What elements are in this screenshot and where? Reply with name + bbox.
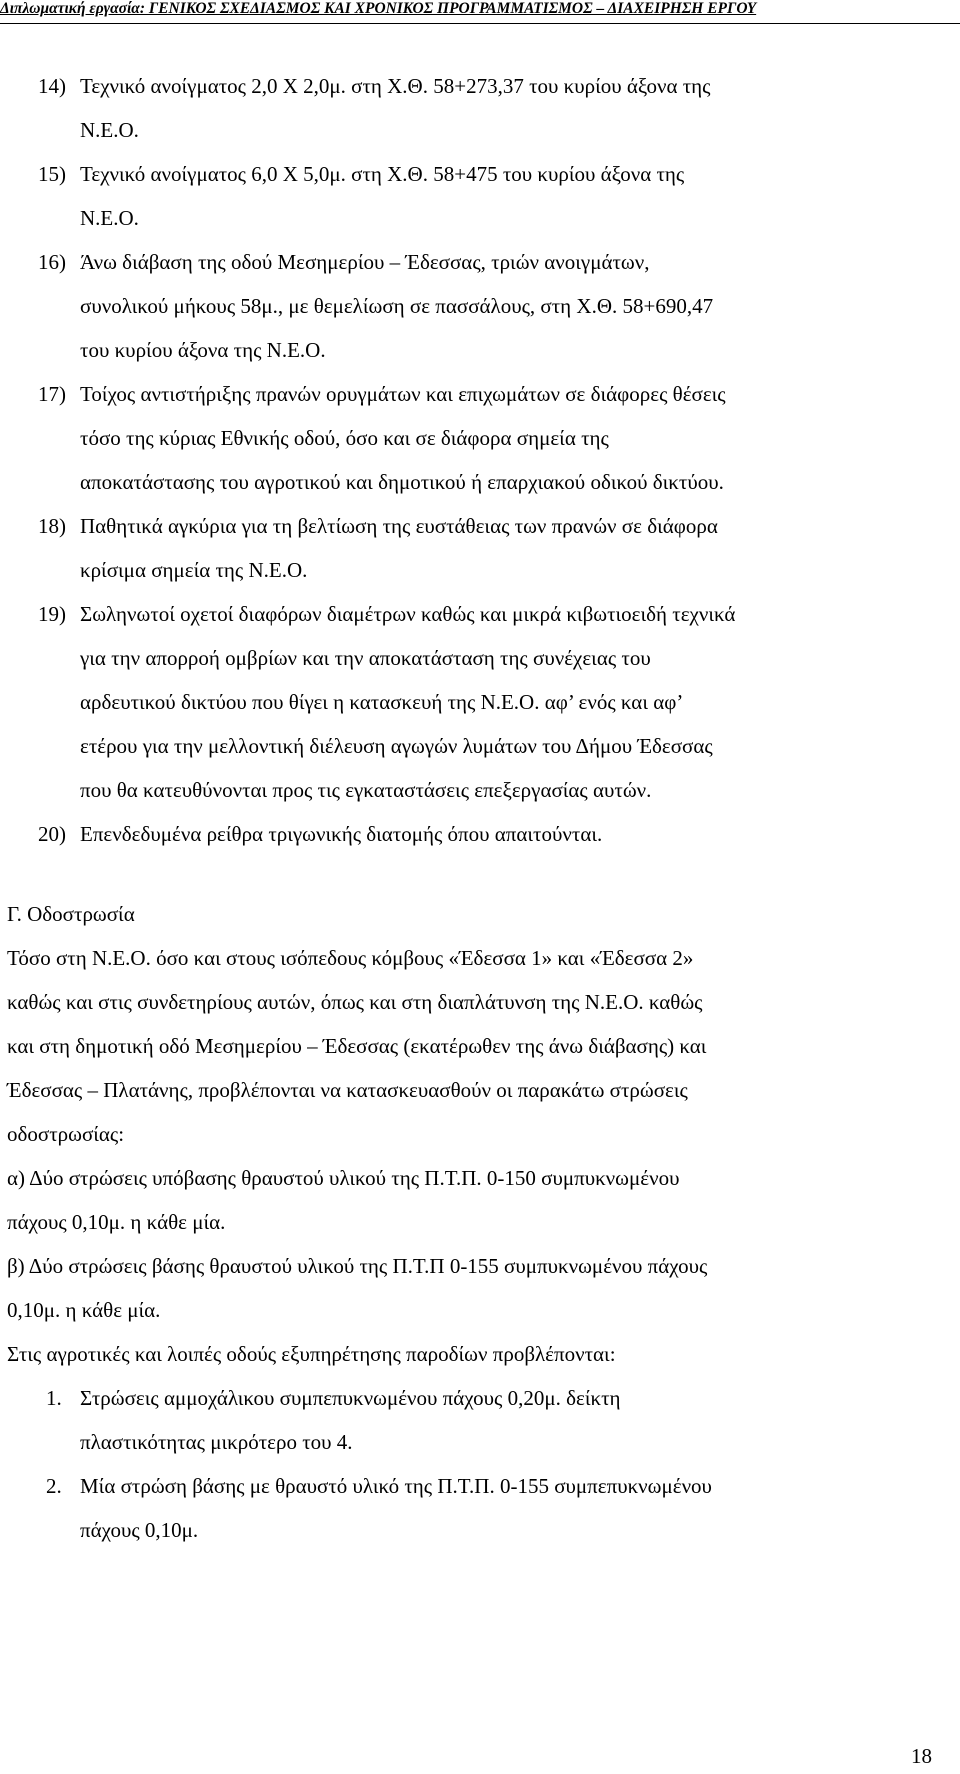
item-number: 19) [38,602,66,626]
item-number: 16) [38,250,66,274]
item-line: τόσο της κύριας Εθνικής οδού, όσο και σε διάφορα σημεία της [80,426,609,450]
item-line: συνολικού μήκους 58μ., με θεμελίωση σε πασσάλους, στη Χ.Θ. 58+690,47 [80,294,714,318]
alpha-line: πάχους 0,10μ. η κάθε μία. [7,1210,226,1234]
paragraph-line: και στη δημοτική οδό Μεσημερίου – Έδεσσας (εκατέρωθεν της άνω διάβασης) και [7,1034,707,1058]
item-number: 18) [38,514,66,538]
item-line: Ν.Ε.Ο. [80,206,139,230]
page-number: 18 [911,1744,932,1768]
item-number: 14) [38,74,66,98]
item-line: που θα κατευθύνονται προς τις εγκαταστάσεις επεξεργασίας αυτών. [80,778,652,802]
item-line: Ν.Ε.Ο. [80,118,139,142]
item-number: 20) [38,822,66,846]
rural-item-line: πλαστικότητας μικρότερο του 4. [80,1430,353,1454]
alpha-line: α) Δύο στρώσεις υπόβασης θραυστού υλικού της Π.Τ.Π. 0-150 συμπυκνωμένου [7,1166,680,1190]
document-header [0,0,960,22]
item-number: 17) [38,382,66,406]
item-line: κρίσιμα σημεία της Ν.Ε.Ο. [80,558,308,582]
paragraph-line: καθώς και στις συνδετηρίους αυτών, όπως και στη διαπλάτυνση της Ν.Ε.Ο. καθώς [7,990,703,1014]
item-line: Σωληνωτοί οχετοί διαφόρων διαμέτρων καθώς και μικρά κιβωτιοειδή τεχνικά [80,602,736,626]
item-line: Τοίχος αντιστήριξης πρανών ορυγμάτων και επιχωμάτων σε διάφορες θέσεις [80,382,726,406]
beta-line: 0,10μ. η κάθε μία. [7,1298,161,1322]
paragraph-line: Τόσο στη Ν.Ε.Ο. όσο και στους ισόπεδους κόμβους «Έδεσσα 1» και «Έδεσσα 2» [7,946,694,970]
item-line: του κυρίου άξονα της Ν.Ε.Ο. [80,338,326,362]
item-line: αρδευτικού δικτύου που θίγει η κατασκευή της Ν.Ε.Ο. αφ’ ενός και αφ’ [80,690,684,714]
item-line: Παθητικά αγκύρια για τη βελτίωση της ευστάθειας των πρανών σε διάφορα [80,514,718,538]
beta-line: β) Δύο στρώσεις βάσης θραυστού υλικού της Π.Τ.Π 0-155 συμπυκνωμένου πάχους [7,1254,708,1278]
rural-item-line: Μία στρώση βάσης με θραυστό υλικό της Π.Τ.Π. 0-155 συμπεπυκνωμένου [80,1474,712,1498]
item-line: Τεχνικό ανοίγματος 6,0 Χ 5,0μ. στη Χ.Θ. 58+475 του κυρίου άξονα της [80,162,685,186]
item-line: για την απορροή ομβρίων και την αποκατάσταση της συνέχειας του [80,646,651,670]
item-number: 15) [38,162,66,186]
paragraph-line: οδοστρωσίας: [7,1122,125,1146]
rural-item-number: 1. [46,1386,62,1410]
item-line: Άνω διάβαση της οδού Μεσημερίου – Έδεσσας, τριών ανοιγμάτων, [80,250,650,274]
rural-item-number: 2. [46,1474,62,1498]
rural-intro: Στις αγροτικές και λοιπές οδούς εξυπηρέτησης παροδίων προβλέπονται: [7,1342,616,1366]
paragraph-line: Έδεσσας – Πλατάνης, προβλέπονται να κατασκευασθούν οι παρακάτω στρώσεις [7,1078,688,1102]
item-line: αποκατάστασης του αγροτικού και δημοτικού ή επαρχιακού οδικού δικτύου. [80,470,724,494]
header-rule [0,23,960,24]
rural-item-line: Στρώσεις αμμοχάλικου συμπεπυκνωμένου πάχους 0,20μ. δείκτη [80,1386,621,1410]
item-line: Επενδεδυμένα ρείθρα τριγωνικής διατομής όπου απαιτούνται. [80,822,603,846]
item-line: ετέρου για την μελλοντική διέλευση αγωγών λυμάτων του Δήμου Έδεσσας [80,734,713,758]
item-line: Τεχνικό ανοίγματος 2,0 Χ 2,0μ. στη Χ.Θ. 58+273,37 του κυρίου άξονα της [80,74,711,98]
header-title: Διπλωματική εργασία: ΓΕΝΙΚΟΣ ΣΧΕΔΙΑΣΜΟΣ ΚΑΙ ΧΡΟΝΙΚΟΣ ΠΡΟΓΡΑΜΜΑΤΙΣΜΟΣ – ΔΙΑΧΕΙΡΗΣΗ ΕΡΓΟΥ [0,0,757,17]
rural-item-line: πάχους 0,10μ. [80,1518,199,1542]
section-heading: Γ. Οδοστρωσία [7,902,135,926]
